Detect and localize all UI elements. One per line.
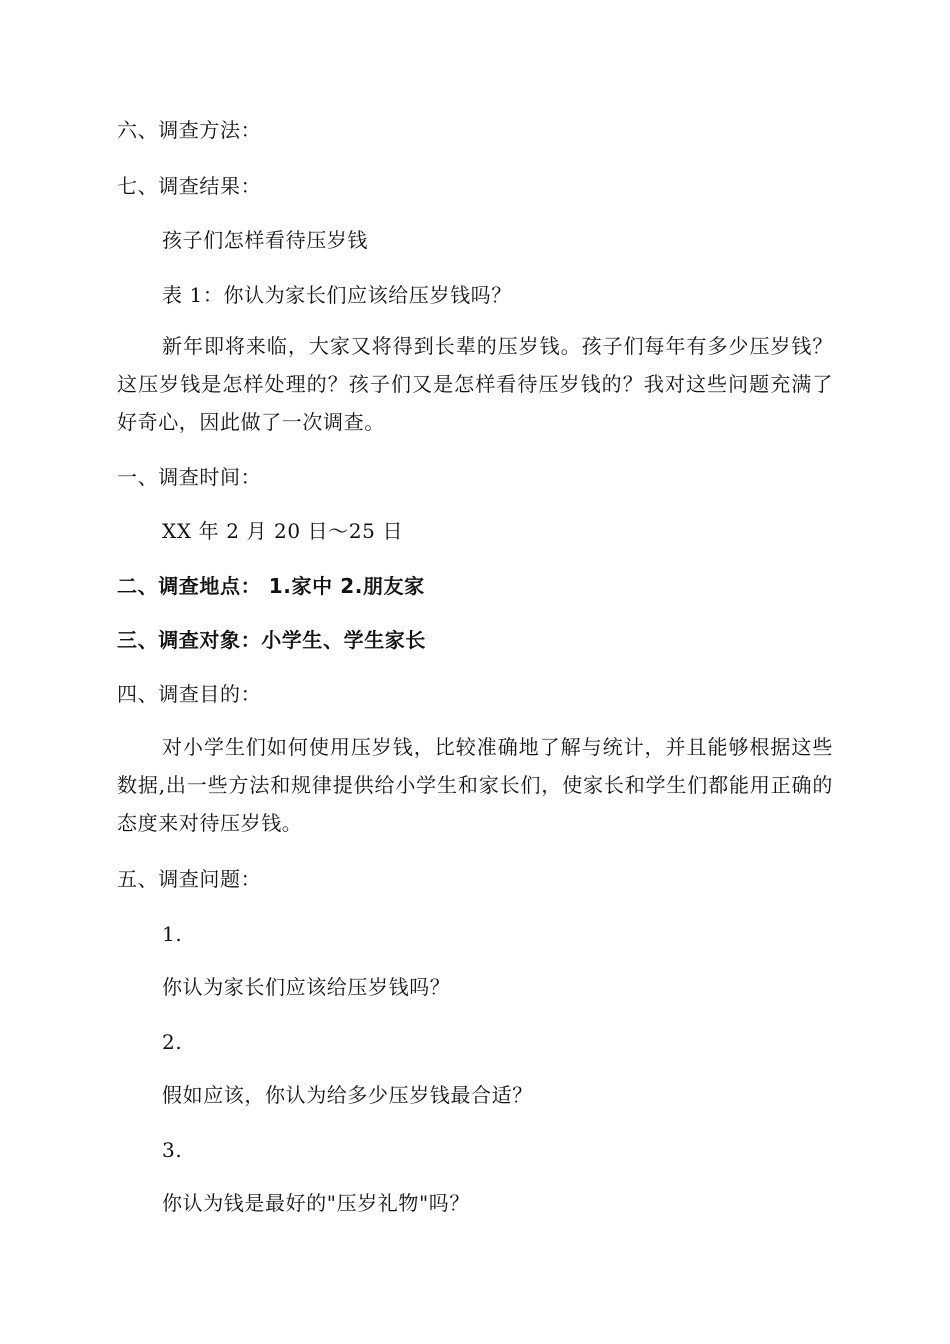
- section-4-title: 四、调查目的：: [117, 682, 262, 706]
- section-2-location: 二、调查地点： 1.家中 2.朋友家: [117, 574, 425, 598]
- section-1-title: 一、调查时间：: [117, 465, 262, 489]
- section-5-title: 五、调查问题：: [117, 867, 262, 891]
- section-4-body: 对小学生们如何使用压岁钱，比较准确地了解与统计，并且能够根据这些数据,出一些方法和规律提供给小学生和家长们，使家长和学生们都能用正确的态度来对待压岁钱。: [117, 735, 833, 835]
- question-2-text: 假如应该，你认为给多少压岁钱最合适？: [162, 1083, 533, 1107]
- section-3-subjects: 三、调查对象：小学生、学生家长: [117, 628, 426, 652]
- section-7-title: 七、调查结果：: [117, 174, 262, 198]
- question-3-text: 你认为钱是最好的"压岁礼物"吗？: [162, 1191, 470, 1215]
- survey-dates: XX 年 2 月 20 日～25 日: [162, 519, 404, 543]
- results-heading: 孩子们怎样看待压岁钱: [162, 228, 368, 252]
- question-3-number: 3.: [162, 1138, 183, 1162]
- table-1-caption: 表 1：你认为家长们应该给压岁钱吗？: [162, 283, 512, 307]
- question-1-text: 你认为家长们应该给压岁钱吗？: [162, 975, 451, 999]
- intro-paragraph: 新年即将来临，大家又将得到长辈的压岁钱。孩子们每年有多少压岁钱？这压岁钱是怎样处理的？孩子们又是怎样看待压岁钱的？我对这些问题充满了好奇心，因此做了一次调查。: [117, 334, 833, 434]
- section-6-title: 六、调查方法：: [117, 118, 262, 142]
- question-1-number: 1.: [162, 922, 183, 946]
- question-2-number: 2.: [162, 1030, 183, 1054]
